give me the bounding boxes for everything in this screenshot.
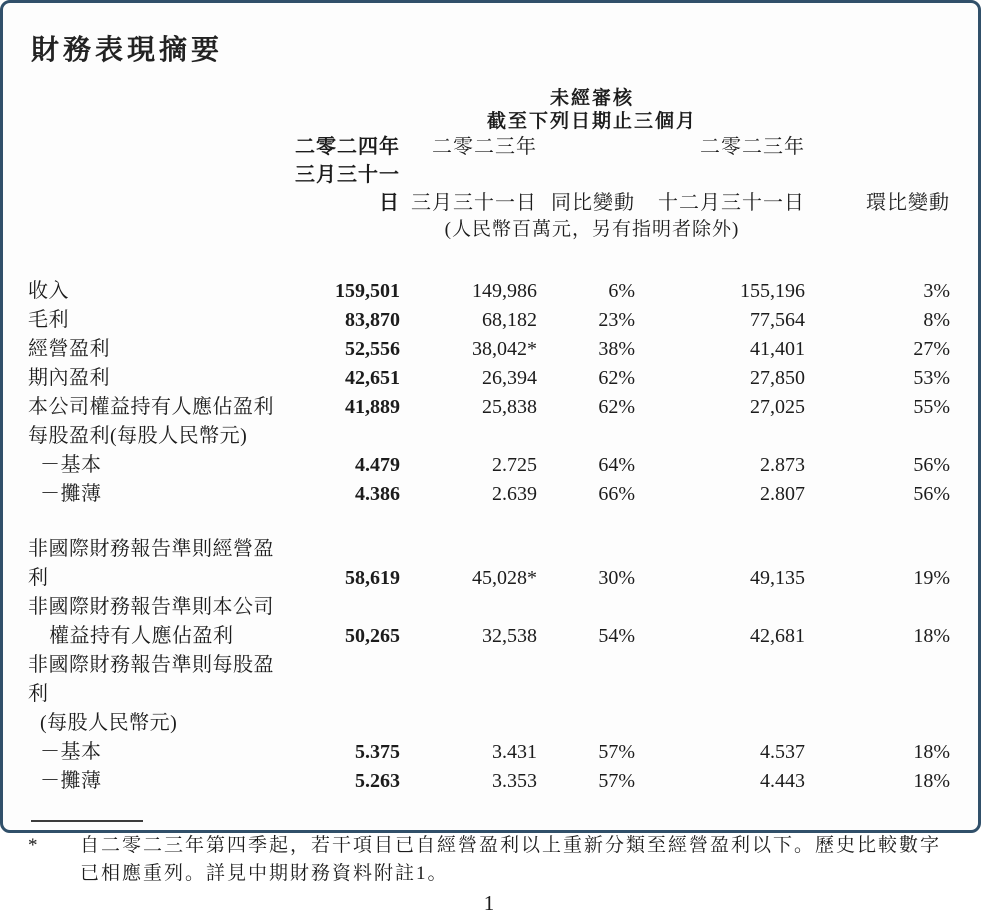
table-row [28,393,950,422]
row-label: －攤薄 [40,770,102,792]
value-cell [635,593,805,622]
value-cell [290,709,400,738]
row-label: 期內盈利 [28,367,110,389]
empty-cell [28,161,290,217]
value-cell: 4.386 [355,483,400,505]
table-header [28,87,950,243]
row-label: －攤薄 [40,483,102,505]
value-cell: 4.479 [355,454,400,476]
value-cell: 5.263 [355,770,400,792]
value-cell: 58,619 [345,567,400,589]
value-cell: 27,850 [750,367,805,389]
value-cell: 27% [913,338,950,360]
value-cell: 155,196 [740,280,805,302]
value-cell: 41,401 [750,338,805,360]
value-cell: 52,556 [345,338,400,360]
table-row [28,451,950,480]
col-yoy-label: 同比變動 [551,192,635,214]
col-2023-mar-date: 三月三十一日 [411,192,537,214]
value-cell [635,651,805,709]
value-cell: 42,651 [345,367,400,389]
row-label: 非國際財務報告準則本公司 [28,596,274,618]
row-label: 每股盈利(每股人民幣元) [28,425,248,447]
row-label: 非國際財務報告準則經營盈利 [28,538,274,589]
value-cell: 159,501 [335,280,400,302]
table-row [28,767,950,796]
footnote-divider [31,820,143,822]
col-yoy-year [537,133,635,161]
value-cell: 3% [923,280,950,302]
value-cell: 64% [598,454,635,476]
value-cell: 23% [598,309,635,331]
value-cell [537,709,635,738]
date-header-row [28,161,950,217]
value-cell [290,422,400,451]
table-row [28,480,950,509]
value-cell: 56% [913,483,950,505]
col-2023-mar-year: 二零二三年 [432,136,537,158]
value-cell [537,422,635,451]
table-row [28,651,950,709]
col-2023-dec-date: 十二月三十一日 [658,192,805,214]
audit-header-row [28,87,950,133]
row-label: 非國際財務報告準則每股盈利 [28,654,274,705]
summary-table-body [28,243,950,796]
value-cell: 8% [923,309,950,331]
page-number: 1 [483,891,495,915]
value-cell [400,709,537,738]
table-row [28,738,950,767]
footnote-text [80,832,941,888]
value-cell [537,651,635,709]
value-cell: 4.537 [760,741,805,763]
value-cell: 2.807 [760,483,805,505]
year-header-row [28,133,950,161]
col-2023-dec-year: 二零二三年 [700,136,805,158]
financial-summary-table [28,87,950,796]
row-label: (每股人民幣元) [40,712,178,734]
value-cell: 68,182 [482,309,537,331]
value-cell: 25,838 [482,396,537,418]
value-cell: 41,889 [345,396,400,418]
value-cell: 19% [913,567,950,589]
footnote [28,832,950,888]
value-cell [805,651,950,709]
value-cell [635,709,805,738]
table-row [28,364,950,393]
empty-cell [28,87,290,133]
table-row [28,306,950,335]
col-2024-mar-date: 三月三十一日 [295,164,400,214]
table-row [28,535,950,593]
value-cell: 54% [598,625,635,647]
value-cell [635,422,805,451]
value-cell [400,651,537,709]
value-cell [805,593,950,622]
value-cell: 18% [913,625,950,647]
table-row [28,709,950,738]
spacer-cell [28,509,950,535]
value-cell: 50,265 [345,625,400,647]
value-cell: 2.639 [492,483,537,505]
value-cell: 149,986 [472,280,537,302]
value-cell: 30% [598,567,635,589]
value-cell [400,422,537,451]
value-cell [290,593,400,622]
value-cell: 18% [913,770,950,792]
value-cell: 3.353 [492,770,537,792]
value-cell [805,422,950,451]
value-cell: 32,538 [482,625,537,647]
value-cell: 18% [913,741,950,763]
value-cell: 57% [598,770,635,792]
row-label: －基本 [40,741,102,763]
value-cell: 26,394 [482,367,537,389]
page-title: 財務表現摘要 [31,34,224,65]
value-cell: 77,564 [750,309,805,331]
audit-line-1: 未經審核 [549,88,634,109]
value-cell: 6% [608,280,635,302]
value-cell: 45,028* [472,567,537,589]
value-cell [400,593,537,622]
table-row [28,622,950,651]
value-cell: 3.431 [492,741,537,763]
col-qoq-label: 環比變動 [866,192,950,214]
audit-header-cell [290,87,950,133]
col-2024-mar-year: 二零二四年 [295,136,400,158]
value-cell: 2.725 [492,454,537,476]
value-cell: 38,042* [472,338,537,360]
value-cell: 62% [598,367,635,389]
row-label: 收入 [28,280,69,302]
table-row [28,422,950,451]
row-label: 權益持有人應佔盈利 [49,625,234,647]
footnote-symbol: * [28,835,40,856]
value-cell: 5.375 [355,741,400,763]
value-cell: 42,681 [750,625,805,647]
value-cell: 27,025 [750,396,805,418]
row-label: －基本 [40,454,102,476]
row-label: 毛利 [28,309,69,331]
table-row [28,243,950,306]
value-cell: 62% [598,396,635,418]
unit-note-row [28,217,950,243]
value-cell: 66% [598,483,635,505]
value-cell: 38% [598,338,635,360]
spacer-row [28,509,950,535]
value-cell: 55% [913,396,950,418]
value-cell: 4.443 [760,770,805,792]
value-cell: 53% [913,367,950,389]
audit-line-2: 截至下列日期止三個月 [486,111,697,132]
footnote-line-1: 自二零二三年第四季起，若干項目已自經營盈利以上重新分類至經營盈利以下。歷史比較數字 [80,835,942,856]
value-cell: 49,135 [750,567,805,589]
value-cell [537,593,635,622]
empty-cell [28,133,290,161]
col-qoq-year [805,133,950,161]
footnote-line-2: 已相應重列。詳見中期財務資料附註1。 [80,863,449,884]
table-row [28,335,950,364]
value-cell: 57% [598,741,635,763]
value-cell [805,709,950,738]
value-cell [290,651,400,709]
table-row [28,593,950,622]
value-cell: 83,870 [345,309,400,331]
row-label: 經營盈利 [28,338,110,360]
value-cell: 2.873 [760,454,805,476]
row-label: 本公司權益持有人應佔盈利 [28,396,274,418]
value-cell: 56% [913,454,950,476]
empty-cell [28,217,290,243]
unit-note: (人民幣百萬元，另有指明者除外) [444,219,740,240]
